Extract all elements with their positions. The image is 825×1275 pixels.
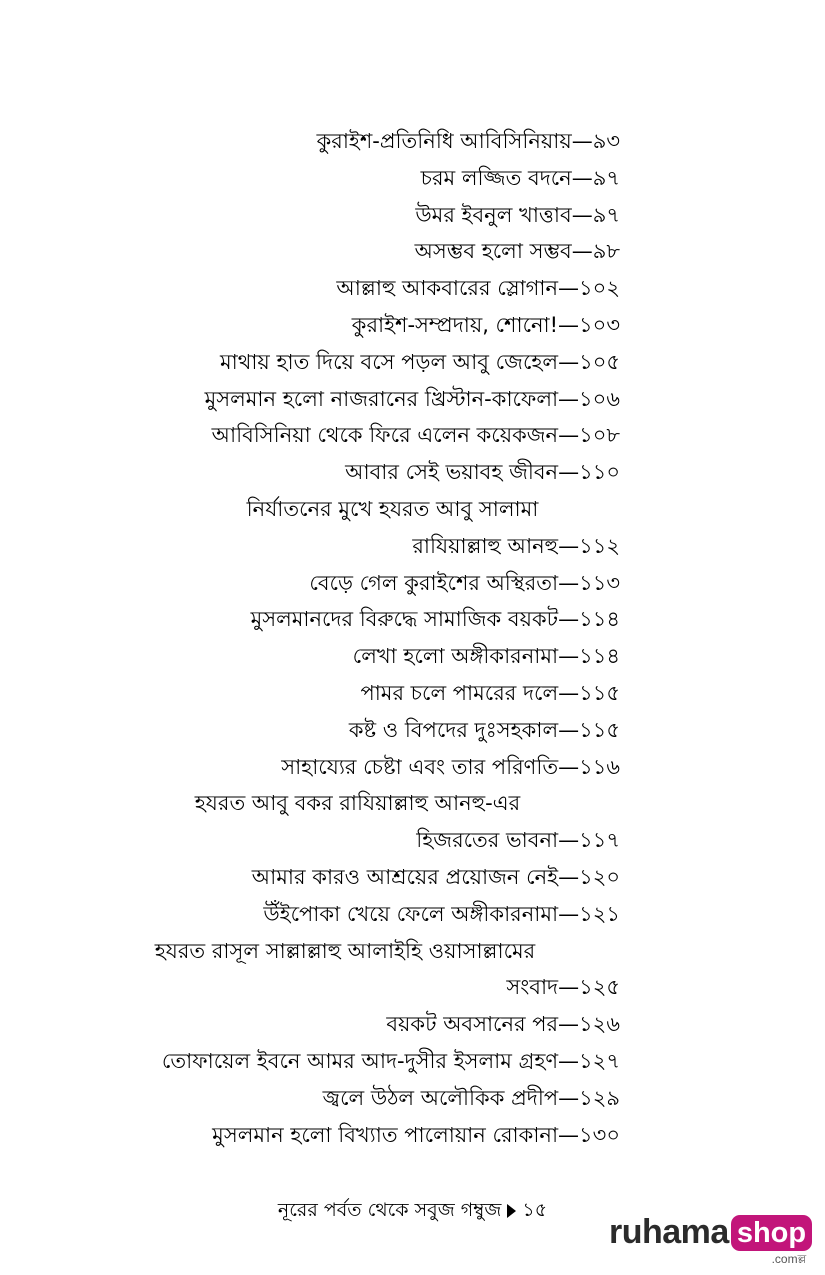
- toc-entry: চরম লজ্জিত বদনে—৯৭: [420, 165, 620, 190]
- toc-entry: মুসলমানদের বিরুদ্ধে সামাজিক বয়কট—১১৪: [250, 607, 620, 632]
- ruhama-shop-logo: [609, 1213, 812, 1266]
- toc-entry: উঁইপোকা খেয়ে ফেলে অঙ্গীকারনামা—১২১: [263, 901, 620, 926]
- toc-entry: অসম্ভব হলো সম্ভব—৯৮: [414, 239, 620, 264]
- toc-entry: জ্বলে উঠল অলৌকিক প্রদীপ—১২৯: [322, 1085, 620, 1110]
- logo-text-shop: shop: [731, 1215, 812, 1251]
- toc-entry: সংবাদ—১২৫: [506, 975, 620, 1000]
- logo-text-ruhama: ruhama: [609, 1213, 729, 1251]
- logo-suffix: .comল্ল: [771, 1252, 807, 1266]
- toc-entry: কষ্ট ও বিপদের দুঃসহকাল—১১৫: [348, 717, 620, 742]
- toc-entry: হিজরতের ভাবনা—১১৭: [416, 828, 620, 853]
- page-number: ১৫: [522, 1199, 548, 1221]
- toc-entry: আল্লাহু আকবারের স্লোগান—১০২: [336, 276, 620, 301]
- book-title: নূরের পর্বত থেকে সবুজ গম্বুজ: [277, 1199, 502, 1221]
- toc-entry: হযরত রাসূল সাল্লাল্লাহু আলাইহি ওয়াসাল্লামের: [154, 938, 536, 963]
- toc-entry: লেখা হলো অঙ্গীকারনামা—১১৪: [352, 644, 620, 669]
- toc-entry: রাযিয়াল্লাহু আনহু—১১২: [412, 533, 620, 558]
- toc-entry: আমার কারও আশ্রয়ের প্রয়োজন নেই—১২০: [251, 864, 620, 889]
- toc-entry: পামর চলে পামরের দলে—১১৫: [360, 680, 620, 705]
- toc-entry: বয়কট অবসানের পর—১২৬: [386, 1012, 620, 1037]
- toc-entry: তোফায়েল ইবনে আমর আদ-দুসীর ইসলাম গ্রহণ—১২৭: [161, 1048, 620, 1073]
- toc-entry: আবার সেই ভয়াবহ জীবন—১১০: [345, 460, 620, 485]
- toc-entry: বেড়ে গেল কুরাইশের অস্থিরতা—১১৩: [309, 570, 620, 595]
- toc-entry: নির্যাতনের মুখে হযরত আবু সালামা: [246, 496, 539, 521]
- toc-entry: মুসলমান হলো বিখ্যাত পালোয়ান রোকানা—১৩০: [212, 1122, 620, 1147]
- toc-entry: কুরাইশ-প্রতিনিধি আবিসিনিয়ায়—৯৩: [316, 129, 620, 153]
- toc-entry: উমর ইবনুল খাত্তাব—৯৭: [415, 202, 620, 227]
- toc-entry: মুসলমান হলো নাজরানের খ্রিস্টান-কাফেলা—১০৬: [204, 386, 620, 411]
- triangle-right-icon: [507, 1204, 516, 1218]
- toc-entry: কুরাইশ-সম্প্রদায়, শোনো!—১০৩: [351, 312, 620, 337]
- table-of-contents: [0, 123, 825, 1153]
- toc-entry: মাথায় হাত দিয়ে বসে পড়ল আবু জেহেল—১০৫: [219, 349, 620, 374]
- toc-entry: সাহায্যের চেষ্টা এবং তার পরিণতি—১১৬: [281, 754, 620, 779]
- toc-entry: হযরত আবু বকর রাযিয়াল্লাহু আনহু-এর: [194, 791, 521, 816]
- toc-entry: আবিসিনিয়া থেকে ফিরে এলেন কয়েকজন—১০৮: [211, 423, 620, 448]
